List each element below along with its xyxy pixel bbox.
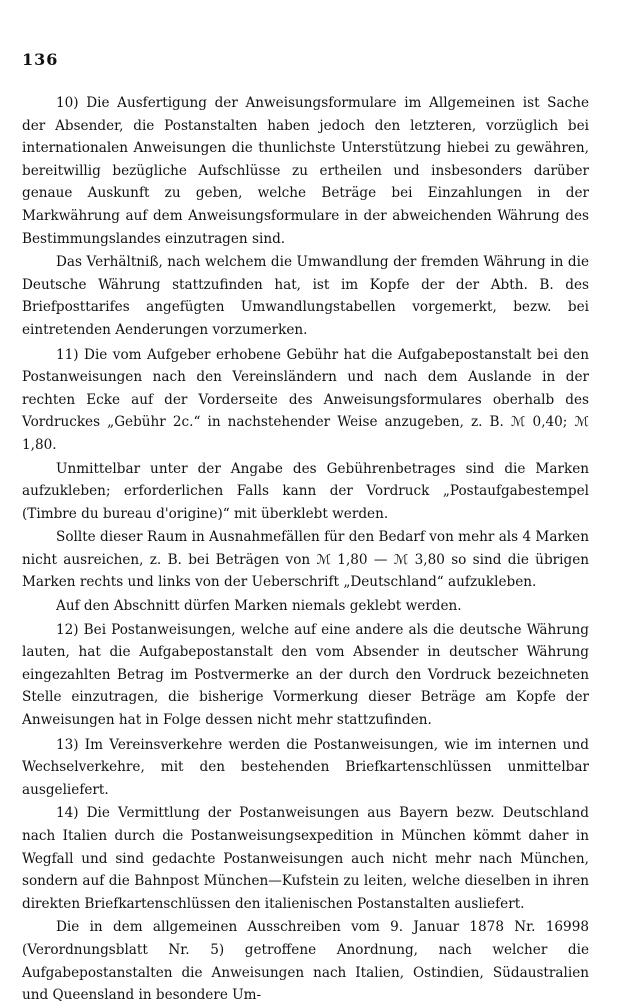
paragraph-ordinance-reference: Die in dem allgemeinen Ausschreiben vom 9. Januar 1878 Nr. 16998 (Verordnungsblatt Nr. 5) getroffene Anordnung, nach welcher die Aufgabepostanstalten die Anweisungen nach Italien, Ostindien, Südaustralien und Queensland in besondere Um-	[22, 919, 589, 1004]
paragraph-14: 14) Die Vermittlung der Postanweisungen aus Bayern bezw. Deutschland nach Italien durch die Postanweisungsexpedition in München kömmt daher in Wegfall und sind gedachte Postanweisungen auch nicht mehr nach München, sondern auf die Bahnpost München—Kufstein zu leiten, welche dieselben in ihren direkten Briefkartenschlüssen den italienischen Postanstalten ausliefert.	[22, 805, 589, 912]
paragraph-11: 11) Die vom Aufgeber erhobene Gebühr hat die Aufgabepostanstalt bei den Postanweisungen nach den Vereinsländern und nach dem Auslande in der rechten Ecke auf der Vorderseite des Anweisungsformulares oberhalb des Vordruckes „Gebühr 2c.“ in nachstehender Weise anzugeben, z. B. ℳ 0,40; ℳ 1,80.	[22, 346, 589, 453]
paragraph-13: 13) Im Vereinsverkehre werden die Postanweisungen, wie im internen und Wechselverkehre, mit den bestehenden Briefkartenschlüssen unmittelbar ausgeliefert.	[22, 736, 589, 798]
paragraph-stamps-overflow: Sollte dieser Raum in Ausnahmefällen für den Bedarf von mehr als 4 Marken nicht ausreichen, z. B. bei Beträgen von ℳ 1,80 — ℳ 3,80 so sind die übrigen Marken rechts und links von der Ueberschrift „Deutschland“ aufzukleben.	[22, 529, 589, 591]
paragraph-exchange-ratio: Das Verhältniß, nach welchem die Umwandlung der fremden Währung in die Deutsche Währung stattzufinden hat, ist im Kopfe der der Abth. B. des Briefposttarifes angefügten Umwandlungstabellen vorgemerkt, bezw. bei eintretenden Aenderungen vorzumerken.	[22, 254, 589, 338]
paragraph-stamps-prohibition: Auf den Abschnitt dürfen Marken niemals geklebt werden.	[56, 598, 462, 615]
paragraph-12: 12) Bei Postanweisungen, welche auf eine andere als die deutsche Währung lauten, hat die Aufgabepostanstalt den vom Absender in deutscher Währung eingezahlten Betrag im Postvermerke an der durch den Vordruck bezeichneten Stelle einzutragen, die bisherige Vormerkung dieser Beträge am Kopfe der Anweisungen hat in Folge dessen nicht mehr stattzufinden.	[22, 621, 589, 729]
paragraph-10: 10) Die Ausfertigung der Anweisungsformulare im Allgemeinen ist Sache der Absender, die Postanstalten haben jedoch den letzteren, vorzüglich bei internationalen Anweisungen die thunlichste Unterstützung hiebei zu gewähren, bereitwillig bezügliche Aufschlüsse zu ertheilen und insbesonders darüber genaue Auskunft zu geben, welche Beträge bei Einzahlungen in der Markwährung auf dem Anweisungsformulare in der abweichenden Währung des Bestimmungslandes einzutragen sind.	[22, 95, 589, 247]
document-body	[22, 92, 589, 1008]
paragraph-stamps-placement: Unmittelbar unter der Angabe des Gebührenbetrages sind die Marken aufzukleben; erforderlichen Falls kann der Vordruck „Postaufgabestempel (Timbre du bureau d'origine)“ mit überklebt werden.	[22, 460, 589, 522]
page-number: 136	[22, 50, 59, 69]
